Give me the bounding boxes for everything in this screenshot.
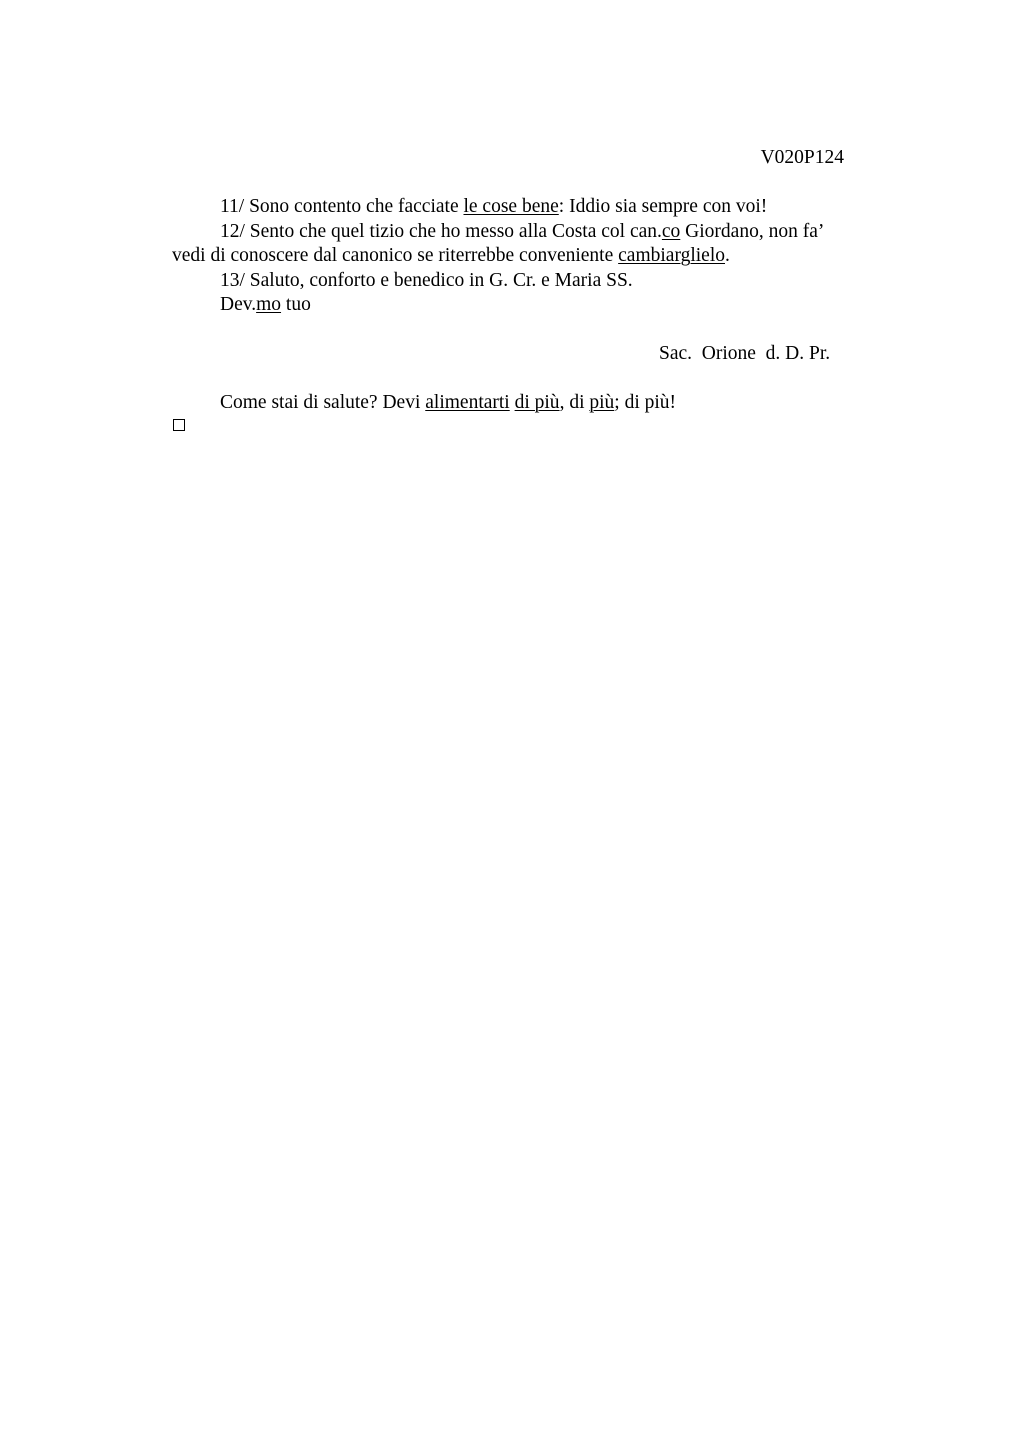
letter-body — [172, 195, 872, 318]
paragraph-12-text: 12/ Sento che quel tizio che ho messo alla Costa col can. — [220, 220, 662, 242]
paragraph-11-text-end: : Iddio sia sempre con voi! — [558, 196, 768, 217]
closing-text-end: tuo — [281, 294, 311, 315]
paragraph-12-line-1 — [172, 220, 872, 245]
postscript — [220, 391, 676, 416]
paragraph-11 — [172, 195, 872, 220]
underlined-word: più — [589, 392, 615, 413]
paragraph-13 — [172, 269, 872, 294]
paragraph-12-text-mid: Giordano, non fa’ — [680, 220, 825, 242]
postscript-text: Come stai di salute? Devi — [220, 392, 426, 413]
paragraph-12-line-2-end: . — [725, 245, 730, 266]
postscript-text-end: ; di più! — [614, 392, 677, 413]
underlined-abbreviation: co — [661, 220, 681, 242]
paragraph-11-text: 11/ Sono contento che facciate — [220, 196, 464, 217]
signature: Sac. Orione d. D. Pr. — [659, 343, 831, 364]
paragraph-13-text: 13/ Saluto, conforto e benedico in G. Cr. e Maria SS. — [220, 269, 633, 291]
underlined-word: alimentarti — [425, 392, 510, 413]
underlined-phrase: di più — [514, 392, 560, 413]
postscript-separator: , di — [559, 392, 590, 413]
underlined-word: cambiarglielo — [618, 245, 725, 266]
underlined-phrase: le cose bene — [463, 196, 559, 217]
closing-text: Dev. — [220, 294, 257, 315]
closing-line — [172, 293, 872, 318]
document-id: V020P124 — [760, 147, 844, 168]
underlined-abbreviation: mo — [256, 294, 282, 315]
paragraph-12-line-2 — [172, 244, 872, 269]
end-of-document-box-icon — [173, 419, 185, 431]
paragraph-12-line-2-text: vedi di conoscere dal canonico se riterrebbe conveniente — [172, 245, 619, 266]
